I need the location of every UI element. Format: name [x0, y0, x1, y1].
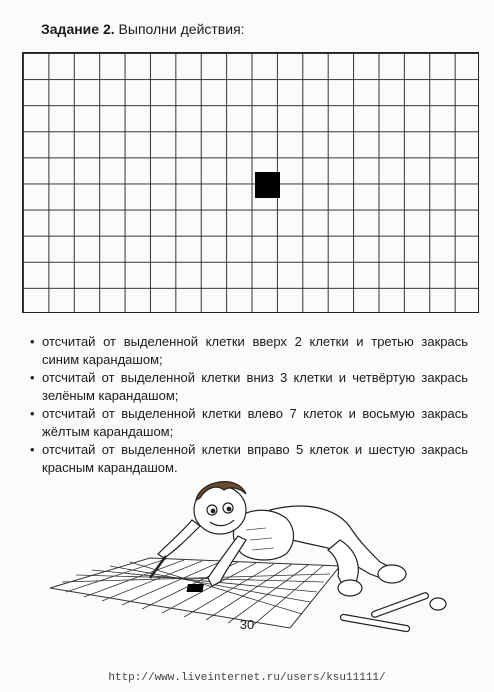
- task-heading: [41, 20, 245, 38]
- boy-drawing-illustration: [40, 470, 460, 640]
- marked-cell[interactable]: [255, 172, 280, 198]
- task-instruction: Выполни действия:: [118, 21, 245, 37]
- task-number: Задание 2.: [41, 21, 115, 37]
- instruction-item: • отсчитай от выделенной клетки влево 7 клеток и восьмую закрась жёлтым карандашом;: [30, 405, 468, 441]
- instruction-item: • отсчитай от выделенной клетки вправо 5 клеток и шестую закрась красным карандашом.: [30, 441, 468, 477]
- instruction-item: • отсчитай от выделенной клетки вниз 3 клетки и четвёртую закрась зелёным карандашом;: [30, 369, 468, 405]
- page-number: 30: [239, 617, 255, 632]
- instruction-item: • отсчитай от выделенной клетки вверх 2 клетки и третью закрась синим карандашом;: [30, 333, 468, 369]
- instruction-list: [30, 333, 468, 477]
- cell-grid: [22, 52, 479, 313]
- footer-url[interactable]: http://www.liveinternet.ru/users/ksu11111/: [108, 672, 386, 684]
